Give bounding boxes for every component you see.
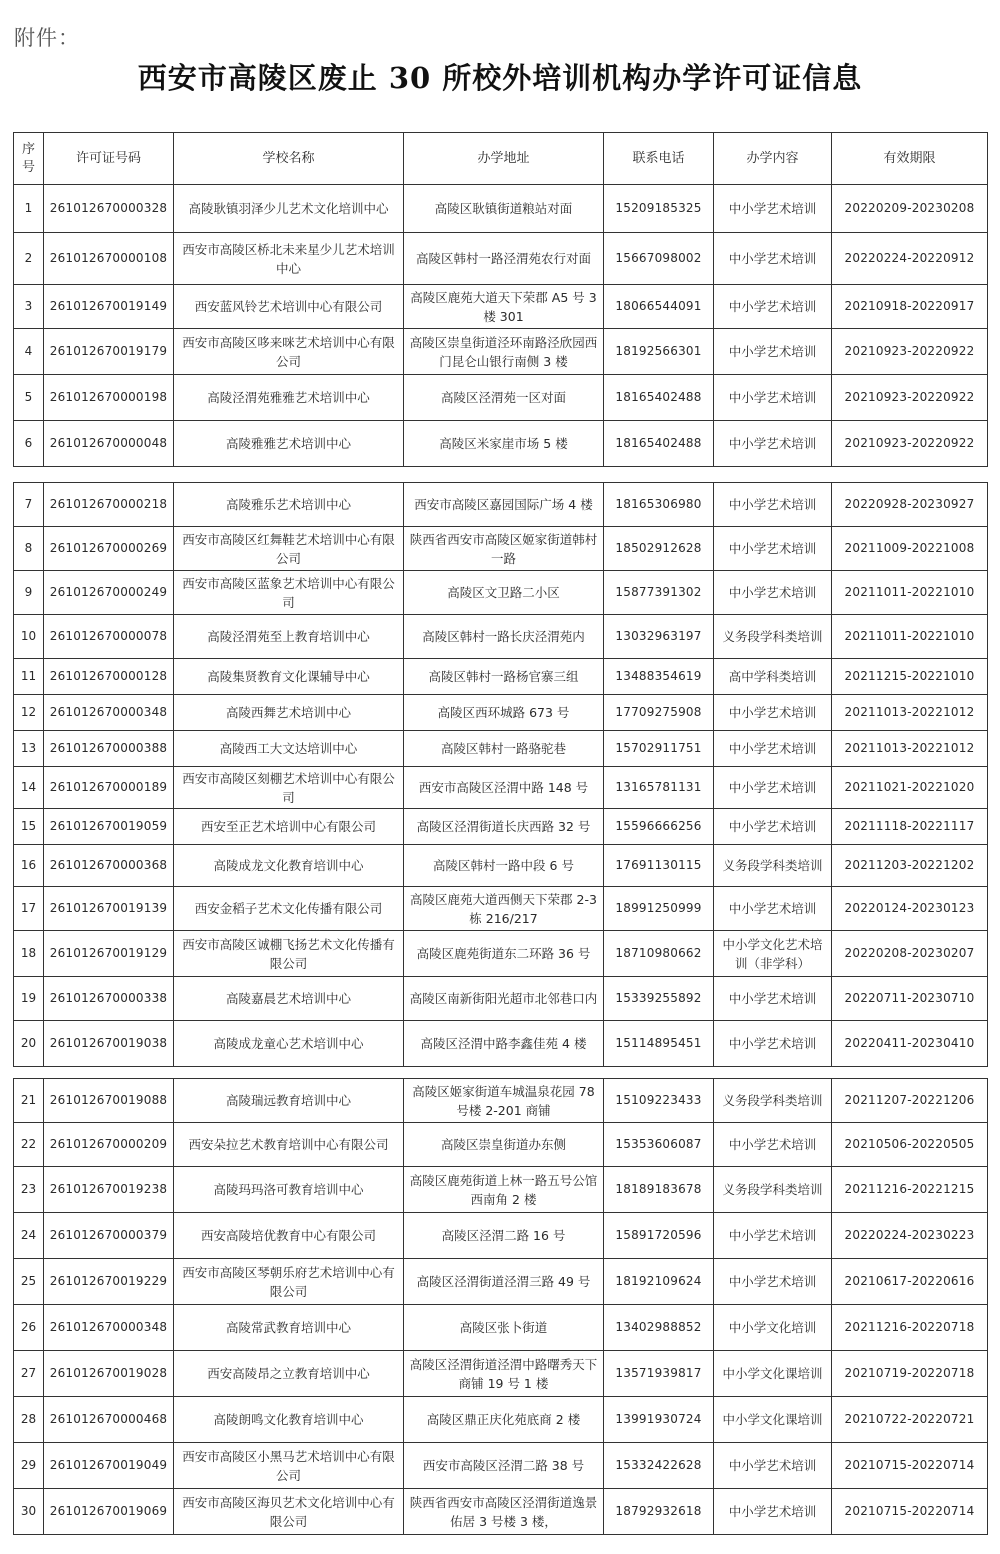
school-name-cell: 西安市高陵区红舞鞋艺术培训中心有限公司 [174,527,404,571]
table-row [14,1079,988,1123]
validity-cell: 20211011-20221010 [832,615,988,659]
content-cell: 中小学艺术培训 [714,1489,832,1535]
table-row [14,285,988,329]
validity-cell: 20210617-20220616 [832,1259,988,1305]
validity-cell: 20220711-20230710 [832,977,988,1021]
license-number-cell: 261012670019028 [44,1351,174,1397]
license-number-cell: 261012670000338 [44,977,174,1021]
table-row [14,767,988,809]
school-name-cell: 西安市高陵区小黑马艺术培训中心有限公司 [174,1443,404,1489]
school-name-cell: 高陵雅乐艺术培训中心 [174,483,404,527]
validity-cell: 20220928-20230927 [832,483,988,527]
address-cell: 高陵区鼎正庆化苑底商 2 楼 [404,1397,604,1443]
validity-cell: 20211207-20221206 [832,1079,988,1123]
content-cell: 中小学艺术培训 [714,1443,832,1489]
address-cell: 高陵区文卫路二小区 [404,571,604,615]
content-cell: 中小学艺术培训 [714,887,832,931]
school-name-cell: 高陵常武教育培训中心 [174,1305,404,1351]
address-cell: 高陵区韩村一路杨官寨三组 [404,659,604,695]
phone-cell: 18192566301 [604,329,714,375]
seq-cell: 7 [14,483,44,527]
table-row [14,845,988,887]
phone-cell: 18502912628 [604,527,714,571]
phone-cell: 15209185325 [604,185,714,233]
table-row [14,659,988,695]
validity-cell: 20210722-20220721 [832,1397,988,1443]
address-cell: 高陵区鹿苑大道天下荣郡 A5 号 3 楼 301 [404,285,604,329]
phone-cell: 13488354619 [604,659,714,695]
table-row [14,571,988,615]
table-row [14,1123,988,1167]
validity-cell: 20220209-20230208 [832,185,988,233]
seq-cell: 4 [14,329,44,375]
license-number-cell: 261012670000468 [44,1397,174,1443]
table-row [14,695,988,731]
phone-cell: 18192109624 [604,1259,714,1305]
table-row [14,1213,988,1259]
license-number-cell: 261012670019069 [44,1489,174,1535]
validity-cell: 20211013-20221012 [832,731,988,767]
validity-cell: 20211009-20221008 [832,527,988,571]
table-row [14,887,988,931]
license-table-part-2 [13,482,988,1067]
header-address: 办学地址 [404,133,604,185]
license-number-cell: 261012670000078 [44,615,174,659]
content-cell: 中小学艺术培训 [714,1021,832,1067]
address-cell: 高陵区崇皇街道办东侧 [404,1123,604,1167]
content-cell: 高中学科类培训 [714,659,832,695]
school-name-cell: 西安市高陵区哆来咪艺术培训中心有限公司 [174,329,404,375]
address-cell: 高陵区泾渭街道长庆西路 32 号 [404,809,604,845]
content-cell: 中小学文化课培训 [714,1397,832,1443]
license-number-cell: 261012670019059 [44,809,174,845]
school-name-cell: 高陵嘉晨艺术培训中心 [174,977,404,1021]
license-number-cell: 261012670000128 [44,659,174,695]
school-name-cell: 高陵西舞艺术培训中心 [174,695,404,731]
address-cell: 高陵区鹿苑街道上林一路五号公馆西南角 2 楼 [404,1167,604,1213]
phone-cell: 18165306980 [604,483,714,527]
validity-cell: 20220411-20230410 [832,1021,988,1067]
school-name-cell: 西安市高陵区琴朝乐府艺术培训中心有限公司 [174,1259,404,1305]
phone-cell: 18066544091 [604,285,714,329]
validity-cell: 20220224-20220912 [832,233,988,285]
license-number-cell: 261012670000348 [44,1305,174,1351]
phone-cell: 18792932618 [604,1489,714,1535]
content-cell: 中小学艺术培训 [714,767,832,809]
validity-cell: 20210923-20220922 [832,329,988,375]
address-cell: 高陵区韩村一路泾渭苑农行对面 [404,233,604,285]
content-cell: 中小学艺术培训 [714,731,832,767]
address-cell: 高陵区张卜街道 [404,1305,604,1351]
seq-cell: 30 [14,1489,44,1535]
seq-cell: 11 [14,659,44,695]
address-cell: 高陵区崇皇街道泾环南路泾欣园西门昆仑山银行南侧 3 楼 [404,329,604,375]
address-cell: 高陵区耿镇街道粮站对面 [404,185,604,233]
address-cell: 高陵区姬家街道车城温泉花园 78 号楼 2-201 商铺 [404,1079,604,1123]
address-cell: 西安市高陵区泾渭二路 38 号 [404,1443,604,1489]
phone-cell: 13571939817 [604,1351,714,1397]
content-cell: 中小学艺术培训 [714,1259,832,1305]
seq-cell: 23 [14,1167,44,1213]
license-number-cell: 261012670000048 [44,421,174,467]
phone-cell: 18165402488 [604,375,714,421]
content-cell: 中小学艺术培训 [714,977,832,1021]
table-row [14,931,988,977]
license-number-cell: 261012670000108 [44,233,174,285]
school-name-cell: 高陵玛玛洛可教育培训中心 [174,1167,404,1213]
table-row [14,185,988,233]
table-row [14,1443,988,1489]
license-number-cell: 261012670019038 [44,1021,174,1067]
table-row [14,375,988,421]
phone-cell: 13991930724 [604,1397,714,1443]
license-number-cell: 261012670000209 [44,1123,174,1167]
phone-cell: 18710980662 [604,931,714,977]
validity-cell: 20220224-20230223 [832,1213,988,1259]
school-name-cell: 高陵集贤教育文化课辅导中心 [174,659,404,695]
table-row [14,1021,988,1067]
content-cell: 义务段学科类培训 [714,1079,832,1123]
content-cell: 中小学艺术培训 [714,483,832,527]
table-row [14,615,988,659]
seq-cell: 24 [14,1213,44,1259]
license-number-cell: 261012670000218 [44,483,174,527]
school-name-cell: 高陵西工大文达培训中心 [174,731,404,767]
validity-cell: 20210715-20220714 [832,1489,988,1535]
school-name-cell: 西安市高陵区刻棚艺术培训中心有限公司 [174,767,404,809]
table-row [14,1397,988,1443]
validity-cell: 20210918-20220917 [832,285,988,329]
license-number-cell: 261012670019238 [44,1167,174,1213]
license-number-cell: 261012670000388 [44,731,174,767]
table-row [14,1305,988,1351]
content-cell: 中小学文化培训 [714,1305,832,1351]
address-cell: 陕西省西安市高陵区姬家街道韩村一路 [404,527,604,571]
validity-cell: 20210923-20220922 [832,375,988,421]
license-number-cell: 261012670000368 [44,845,174,887]
seq-cell: 27 [14,1351,44,1397]
address-cell: 高陵区韩村一路骆驼巷 [404,731,604,767]
seq-cell: 8 [14,527,44,571]
validity-cell: 20211215-20221010 [832,659,988,695]
address-cell: 陕西省西安市高陵区泾渭街道逸景佑居 3 号楼 3 楼， [404,1489,604,1535]
school-name-cell: 高陵朗鸣文化教育培训中心 [174,1397,404,1443]
document-title: 西安市高陵区废止 30 所校外培训机构办学许可证信息 [137,61,863,95]
content-cell: 中小学艺术培训 [714,421,832,467]
license-number-cell: 261012670000348 [44,695,174,731]
phone-cell: 18165402488 [604,421,714,467]
license-number-cell: 261012670000249 [44,571,174,615]
school-name-cell: 西安高陵培优教育中心有限公司 [174,1213,404,1259]
seq-cell: 3 [14,285,44,329]
validity-cell: 20211021-20221020 [832,767,988,809]
seq-cell: 29 [14,1443,44,1489]
header-school-name: 学校名称 [174,133,404,185]
phone-cell: 15667098002 [604,233,714,285]
license-number-cell: 261012670019149 [44,285,174,329]
table-row [14,1351,988,1397]
phone-cell: 15109223433 [604,1079,714,1123]
content-cell: 义务段学科类培训 [714,1167,832,1213]
address-cell: 西安市高陵区泾渭中路 148 号 [404,767,604,809]
address-cell: 高陵区泾渭中路李鑫佳苑 4 楼 [404,1021,604,1067]
content-cell: 中小学艺术培训 [714,809,832,845]
license-number-cell: 261012670019179 [44,329,174,375]
seq-cell: 22 [14,1123,44,1167]
seq-cell: 20 [14,1021,44,1067]
license-number-cell: 261012670000198 [44,375,174,421]
school-name-cell: 高陵雅雅艺术培训中心 [174,421,404,467]
content-cell: 中小学文化课培训 [714,1351,832,1397]
header-content: 办学内容 [714,133,832,185]
address-cell: 高陵区韩村一路长庆泾渭苑内 [404,615,604,659]
school-name-cell: 高陵成龙童心艺术培训中心 [174,1021,404,1067]
seq-cell: 16 [14,845,44,887]
table-row [14,421,988,467]
address-cell: 高陵区南新街阳光超市北邻巷口内 [404,977,604,1021]
seq-cell: 18 [14,931,44,977]
school-name-cell: 西安蓝风铃艺术培训中心有限公司 [174,285,404,329]
validity-cell: 20210923-20220922 [832,421,988,467]
school-name-cell: 高陵泾渭苑至上教育培训中心 [174,615,404,659]
phone-cell: 17691130115 [604,845,714,887]
phone-cell: 18189183678 [604,1167,714,1213]
address-cell: 高陵区泾渭街道泾渭三路 49 号 [404,1259,604,1305]
table-row [14,329,988,375]
content-cell: 中小学艺术培训 [714,233,832,285]
school-name-cell: 高陵耿镇羽泽少儿艺术文化培训中心 [174,185,404,233]
license-number-cell: 261012670019049 [44,1443,174,1489]
seq-cell: 1 [14,185,44,233]
table-row [14,233,988,285]
seq-cell: 9 [14,571,44,615]
seq-cell: 19 [14,977,44,1021]
content-cell: 中小学艺术培训 [714,285,832,329]
validity-cell: 20210715-20220714 [832,1443,988,1489]
phone-cell: 15332422628 [604,1443,714,1489]
seq-cell: 2 [14,233,44,285]
validity-cell: 20211203-20221202 [832,845,988,887]
seq-cell: 13 [14,731,44,767]
phone-cell: 13402988852 [604,1305,714,1351]
table-row [14,527,988,571]
content-cell: 中小学艺术培训 [714,527,832,571]
address-cell: 高陵区鹿苑街道东二环路 36 号 [404,931,604,977]
attachment-label: 附件： [14,26,80,50]
content-cell: 中小学艺术培训 [714,1123,832,1167]
school-name-cell: 西安朵拉艺术教育培训中心有限公司 [174,1123,404,1167]
table-row [14,1259,988,1305]
license-table-part-3 [13,1078,988,1535]
address-cell: 西安市高陵区嘉园国际广场 4 楼 [404,483,604,527]
school-name-cell: 西安市高陵区海贝艺术文化培训中心有限公司 [174,1489,404,1535]
address-cell: 高陵区鹿苑大道西侧天下荣郡 2-3 栋 216/217 [404,887,604,931]
school-name-cell: 高陵泾渭苑雅雅艺术培训中心 [174,375,404,421]
content-cell: 中小学艺术培训 [714,329,832,375]
license-number-cell: 261012670019088 [44,1079,174,1123]
school-name-cell: 高陵成龙文化教育培训中心 [174,845,404,887]
address-cell: 高陵区泾渭苑一区对面 [404,375,604,421]
validity-cell: 20210506-20220505 [832,1123,988,1167]
table-row [14,1167,988,1213]
validity-cell: 20211011-20221010 [832,571,988,615]
validity-cell: 20211216-20221215 [832,1167,988,1213]
validity-cell: 20210719-20220718 [832,1351,988,1397]
header-validity: 有效期限 [832,133,988,185]
table-row [14,809,988,845]
phone-cell: 17709275908 [604,695,714,731]
content-cell: 中小学艺术培训 [714,375,832,421]
phone-cell: 13032963197 [604,615,714,659]
header-license-number: 许可证号码 [44,133,174,185]
school-name-cell: 西安市高陵区桥北未来星少儿艺术培训中心 [174,233,404,285]
seq-cell: 25 [14,1259,44,1305]
validity-cell: 20211118-20221117 [832,809,988,845]
seq-cell: 5 [14,375,44,421]
header-phone: 联系电话 [604,133,714,185]
content-cell: 中小学艺术培训 [714,695,832,731]
phone-cell: 13165781131 [604,767,714,809]
address-cell: 高陵区韩村一路中段 6 号 [404,845,604,887]
seq-cell: 10 [14,615,44,659]
phone-cell: 15877391302 [604,571,714,615]
license-number-cell: 261012670000269 [44,527,174,571]
license-number-cell: 261012670019129 [44,931,174,977]
content-cell: 义务段学科类培训 [714,845,832,887]
school-name-cell: 西安高陵昂之立教育培训中心 [174,1351,404,1397]
phone-cell: 15596666256 [604,809,714,845]
phone-cell: 15114895451 [604,1021,714,1067]
license-number-cell: 261012670000328 [44,185,174,233]
school-name-cell: 西安金稻子艺术文化传播有限公司 [174,887,404,931]
phone-cell: 15339255892 [604,977,714,1021]
content-cell: 中小学艺术培训 [714,1213,832,1259]
school-name-cell: 高陵瑞远教育培训中心 [174,1079,404,1123]
seq-cell: 28 [14,1397,44,1443]
school-name-cell: 西安至正艺术培训中心有限公司 [174,809,404,845]
phone-cell: 15353606087 [604,1123,714,1167]
validity-cell: 20211216-20220718 [832,1305,988,1351]
seq-cell: 15 [14,809,44,845]
seq-cell: 6 [14,421,44,467]
content-cell: 义务段学科类培训 [714,615,832,659]
content-cell: 中小学艺术培训 [714,185,832,233]
validity-cell: 20220208-20230207 [832,931,988,977]
phone-cell: 15891720596 [604,1213,714,1259]
school-name-cell: 西安市高陵区蓝象艺术培训中心有限公司 [174,571,404,615]
phone-cell: 15702911751 [604,731,714,767]
table-row [14,977,988,1021]
table-row [14,731,988,767]
address-cell: 高陵区米家崖市场 5 楼 [404,421,604,467]
content-cell: 中小学艺术培训 [714,571,832,615]
address-cell: 高陵区西环城路 673 号 [404,695,604,731]
table-row [14,483,988,527]
seq-cell: 14 [14,767,44,809]
table-row [14,1489,988,1535]
phone-cell: 18991250999 [604,887,714,931]
validity-cell: 20211013-20221012 [832,695,988,731]
license-table-part-1 [13,132,988,467]
license-number-cell: 261012670000379 [44,1213,174,1259]
validity-cell: 20220124-20230123 [832,887,988,931]
license-number-cell: 261012670019139 [44,887,174,931]
license-number-cell: 261012670019229 [44,1259,174,1305]
address-cell: 高陵区泾渭二路 16 号 [404,1213,604,1259]
content-cell: 中小学文化艺术培训（非学科） [714,931,832,977]
seq-cell: 17 [14,887,44,931]
header-seq: 序号 [14,133,44,185]
license-number-cell: 261012670000189 [44,767,174,809]
school-name-cell: 西安市高陵区诚棚飞扬艺术文化传播有限公司 [174,931,404,977]
seq-cell: 26 [14,1305,44,1351]
seq-cell: 12 [14,695,44,731]
seq-cell: 21 [14,1079,44,1123]
table-header-row [14,133,988,185]
address-cell: 高陵区泾渭街道泾渭中路曙秀天下商铺 19 号 1 楼 [404,1351,604,1397]
